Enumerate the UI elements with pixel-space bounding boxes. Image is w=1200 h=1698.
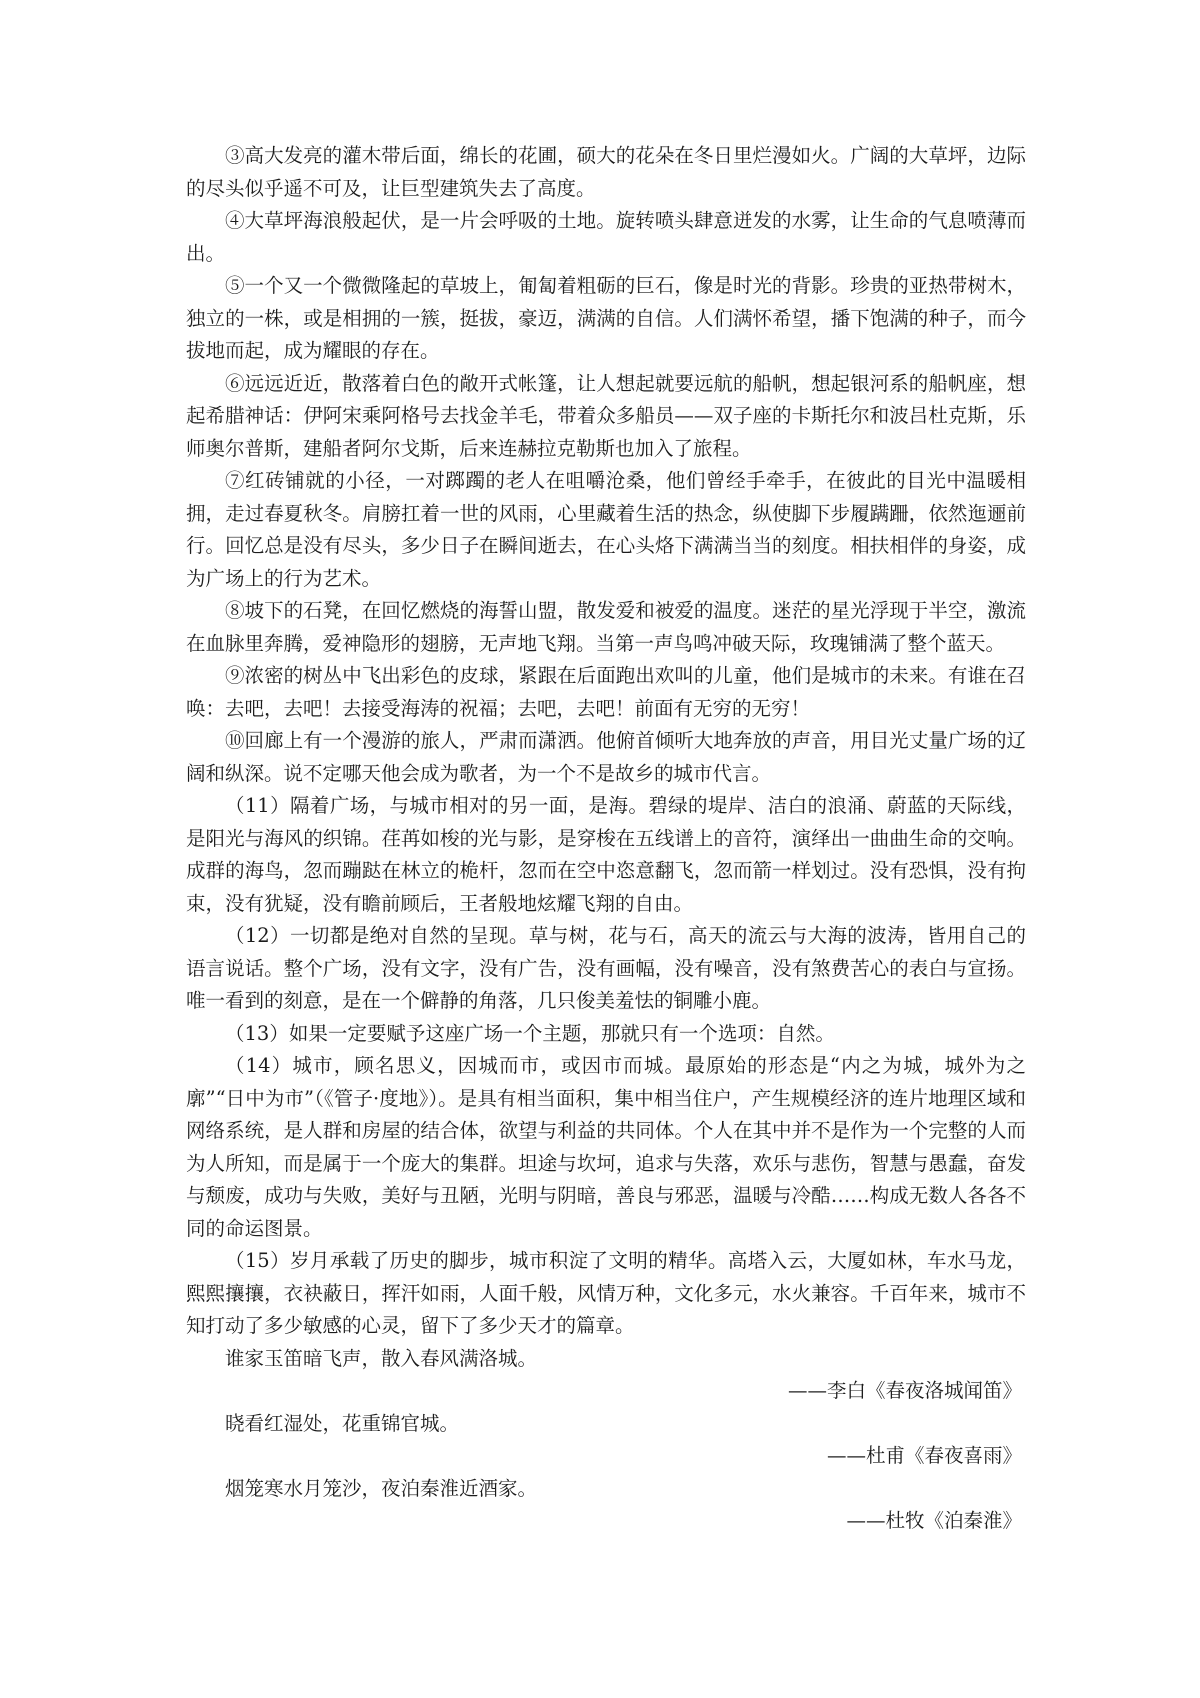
document-page [186, 140, 1026, 1538]
poem-source: ——李白《春夜洛城闻笛》 [787, 1379, 1022, 1402]
paragraph-15: （15）岁月承载了历史的脚步，城市积淀了文明的精华。高塔入云，大厦如林，车水马龙，熙熙攘攘，衣袂蔽日，挥汗如雨，人面千般，风情万种，文化多元，水火兼容。千百年来，城市不知打动了多少敏感的心灵，留下了多少天才的篇章。 [186, 1249, 1026, 1337]
paragraph-14: （14）城市，顾名思义，因城而市，或因市而城。最原始的形态是“内之为城，城外为之廓”“日中为市”（《管子·度地》）。是具有相当面积，集中相当住户，产生规模经济的连片地理区域和网络系统，是人群和房屋的结合体，欲望与利益的共同体。个人在其中并不是作为一个完整的人而为人所知，而是属于一个庞大的集群。坦途与坎坷，追求与失落，欢乐与悲伤，智慧与愚蠢，奋发与颓废，成功与失败，美好与丑陋，光明与阴暗，善良与邪恶，温暖与冷酷……构成无数人各各不同的命运图景。 [186, 1054, 1026, 1240]
poem-line: 晓看红湿处，花重锦官城。 [225, 1411, 460, 1435]
paragraph-11: （11）隔着广场，与城市相对的另一面，是海。碧绿的堤岸、洁白的浪涌、蔚蓝的天际线，是阳光与海风的织锦。荏苒如梭的光与影，是穿梭在五线谱上的音符，演绎出一曲曲生命的交响。成群的海鸟，忽而蹦跶在林立的桅杆，忽而在空中恣意翻飞，忽而箭一样划过。没有恐惧，没有拘束，没有犹疑，没有瞻前顾后，王者般地炫耀飞翔的自由。 [186, 794, 1026, 915]
poem-source: ——杜甫《春夜喜雨》 [826, 1444, 1022, 1467]
paragraph-12: （12）一切都是绝对自然的呈现。草与树，花与石，高天的流云与大海的波涛，皆用自己的语言说话。整个广场，没有文字，没有广告，没有画幅，没有噪音，没有煞费苦心的表白与宣扬。唯一看到的刻意，是在一个僻静的角落，几只俊美羞怯的铜雕小鹿。 [186, 924, 1026, 1012]
paragraph-6: ⑥远远近近，散落着白色的敞开式帐篷，让人想起就要远航的船帆，想起银河系的船帆座，想起希腊神话：伊阿宋乘阿格号去找金羊毛，带着众多船员——双子座的卡斯托尔和波吕杜克斯，乐师奥尔普斯，建船者阿尔戈斯，后来连赫拉克勒斯也加入了旅程。 [186, 371, 1026, 460]
paragraph-7: ⑦红砖铺就的小径，一对踯躅的老人在咀嚼沧桑，他们曾经手牵手，在彼此的目光中温暖相拥，走过春夏秋冬。肩膀扛着一世的风雨，心里藏着生活的热念，纵使脚下步履蹒跚，依然迤逦前行。回忆总是没有尽头，多少日子在瞬间逝去，在心头烙下满满当当的刻度。相扶相伴的身姿，成为广场上的行为艺术。 [186, 469, 1026, 590]
paragraph-13: （13）如果一定要赋予这座广场一个主题，那就只有一个选项：自然。 [225, 1021, 835, 1045]
paragraph-9: ⑨浓密的树丛中飞出彩色的皮球，紧跟在后面跑出欢叫的儿童，他们是城市的未来。有谁在召唤：去吧，去吧！去接受海涛的祝福；去吧，去吧！前面有无穷的无穷！ [186, 664, 1026, 720]
paragraph-10: ⑩回廊上有一个漫游的旅人，严肃而潇洒。他俯首倾听大地奔放的声音，用目光丈量广场的辽阔和纵深。说不定哪天他会成为歌者，为一个不是故乡的城市代言。 [186, 729, 1026, 785]
poem-source: ——杜牧《泊秦淮》 [846, 1509, 1022, 1532]
paragraph-5: ⑤一个又一个微微隆起的草坡上，匍匐着粗砺的巨石，像是时光的背影。珍贵的亚热带树木，独立的一株，或是相拥的一簇，挺拔，豪迈，满满的自信。人们满怀希望，播下饱满的种子，而今拔地而起，成为耀眼的存在。 [186, 274, 1026, 362]
poem-quotes [186, 1343, 1026, 1538]
poem-line: 烟笼寒水月笼沙，夜泊秦淮近酒家。 [225, 1476, 538, 1500]
paragraph-8: ⑧坡下的石凳，在回忆燃烧的海誓山盟，散发爱和被爱的温度。迷茫的星光浮现于半空，激流在血脉里奔腾，爱神隐形的翅膀，无声地飞翔。当第一声鸟鸣冲破天际，玫瑰铺满了整个蓝天。 [186, 599, 1026, 655]
paragraph-4: ④大草坪海浪般起伏，是一片会呼吸的土地。旋转喷头肆意迸发的水雾，让生命的气息喷薄而出。 [186, 209, 1026, 265]
poem-line: 谁家玉笛暗飞声，散入春风满洛城。 [225, 1346, 538, 1370]
paragraph-3: ③高大发亮的灌木带后面，绵长的花圃，硕大的花朵在冬日里烂漫如火。广阔的大草坪，边际的尽头似乎遥不可及，让巨型建筑失去了高度。 [186, 144, 1026, 200]
